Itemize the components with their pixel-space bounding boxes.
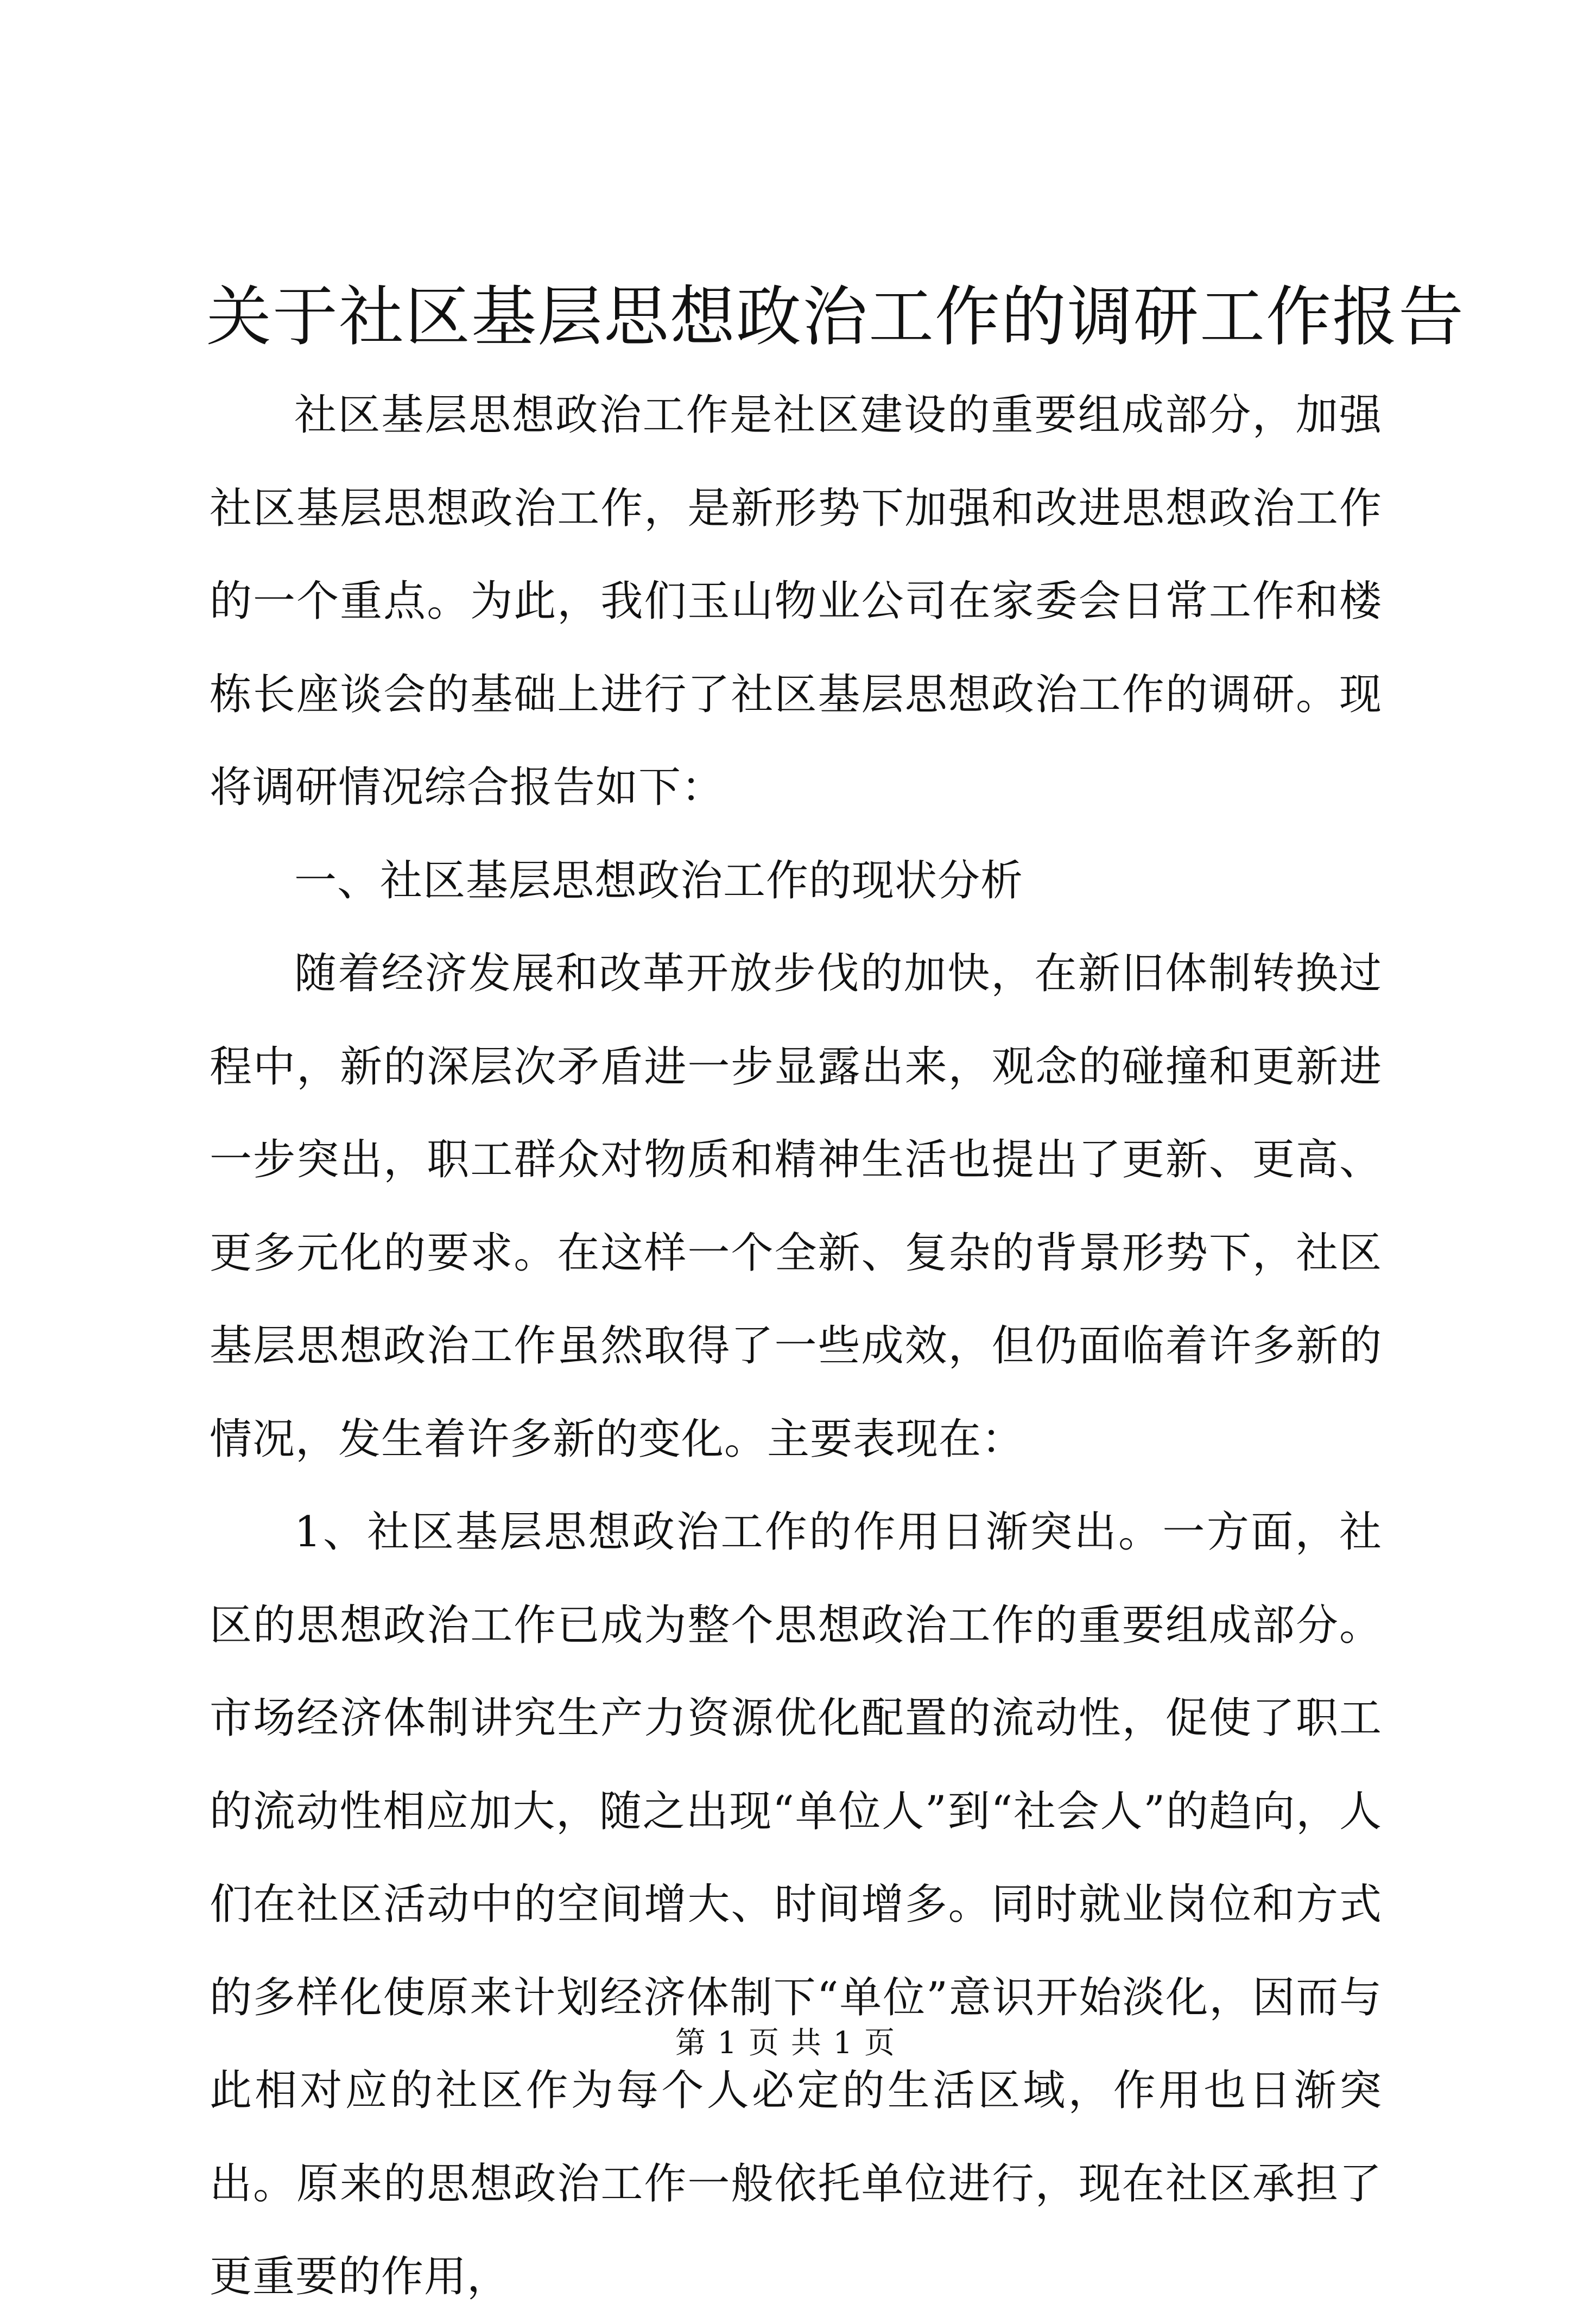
document-title: 关于社区基层思想政治工作的调研工作报告: [206, 280, 1465, 355]
background-paragraph: 随着经济发展和改革开放步伐的加快，在新旧体制转换过程中，新的深层次矛盾进一步显露出来，观念的碰撞和更新进一步突出，职工群众对物质和精神生活也提出了更新、更高、更多元化的要求。在这样一个全新、复杂的背景形势下，社区基层思想政治工作虽然取得了一些成效，但仍面临着许多新的情况，发生着许多新的变化。主要表现在：: [210, 949, 1382, 1464]
intro-paragraph: 社区基层思想政治工作是社区建设的重要组成部分，加强社区基层思想政治工作，是新形势下加强和改进思想政治工作的一个重点。为此，我们玉山物业公司在家委会日常工作和楼栋长座谈会的基础上进行了社区基层思想政治工作的调研。现将调研情况综合报告如下：: [210, 391, 1382, 812]
point-one-paragraph: 1、社区基层思想政治工作的作用日渐突出。一方面，社区的思想政治工作已成为整个思想政治工作的重要组成部分。市场经济体制讲究生产力资源优化配置的流动性，促使了职工的流动性相应加大，随之出现“单位人”到“社会人”的趋向，人们在社区活动中的空间增大、时间增多。同时就业岗位和方式的多样化使原来计划经济体制下“单位”意识开始淡化，因而与此相对应的社区作为每个人必定的生活区域，作用也日渐突出。原来的思想政治工作一般依托单位进行，现在社区承担了更重要的作用，: [210, 1508, 1382, 2301]
section-heading: 一、社区基层思想政治工作的现状分析: [294, 856, 1024, 905]
page-number-footer: 第 1 页 共 1 页: [675, 2025, 896, 2061]
